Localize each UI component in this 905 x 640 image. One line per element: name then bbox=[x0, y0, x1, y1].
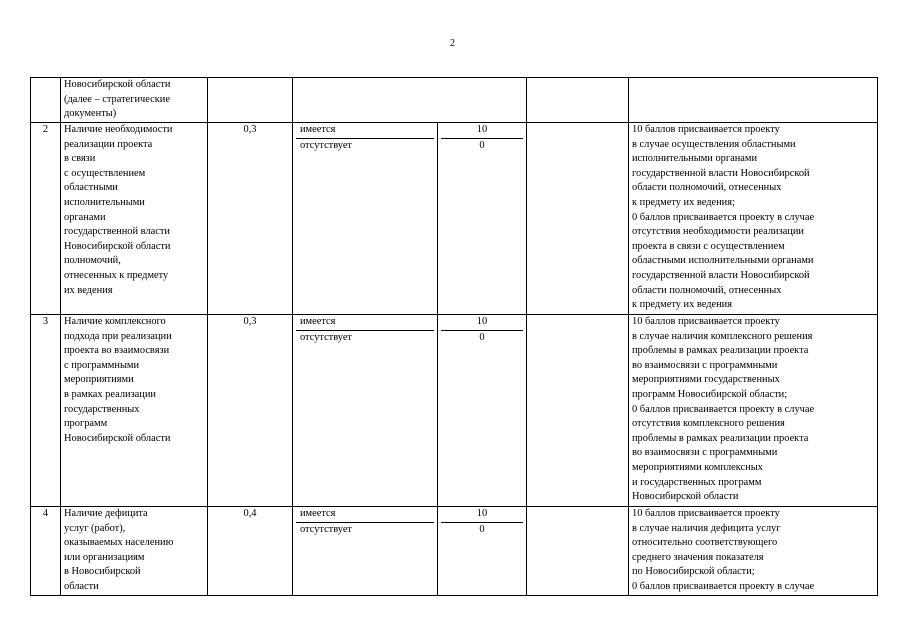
criterion-rule: 10 баллов присваивается проекту в случае наличия комплексного решения проблемы в рамках реализации проекта во взаимосвязи с программными мероприятиями государственных программ Новосибирской области; 0 баллов присваивается проекту в случае отсутствия комплексного решения проблемы в рамках реализации проекта во взаимосвязи с программными мероприятиями комплексных и государственных программ Новосибирской области bbox=[629, 315, 878, 507]
option-labels bbox=[293, 123, 438, 315]
option-score-present: 10 bbox=[441, 123, 523, 139]
option-score-absent: 0 bbox=[479, 139, 485, 151]
option-label-absent: отсутствует bbox=[300, 139, 352, 151]
option-score-present: 10 bbox=[441, 315, 523, 331]
criterion-weight: 0,4 bbox=[208, 507, 293, 596]
criterion-extra bbox=[527, 315, 629, 507]
option-score-absent: 0 bbox=[479, 523, 485, 535]
criterion-options bbox=[293, 78, 527, 123]
option-score-present: 10 bbox=[441, 507, 523, 523]
option-scores bbox=[438, 123, 527, 315]
table-row-continued bbox=[31, 78, 878, 123]
criterion-weight: 0,3 bbox=[208, 123, 293, 315]
option-labels bbox=[293, 315, 438, 507]
criterion-number: 3 bbox=[31, 315, 61, 507]
criterion-rule: 10 баллов присваивается проекту в случае наличия дефицита услуг относительно соответствующего среднего значения показателя по Новосибирской области; 0 баллов присваивается проекту в случае bbox=[629, 507, 878, 596]
table-row bbox=[31, 123, 878, 315]
option-label-absent: отсутствует bbox=[300, 523, 352, 535]
criterion-name: Наличие комплексного подхода при реализации проекта во взаимосвязи с программными мероприятиями в рамках реализации государственных программ Новосибирской области bbox=[61, 315, 208, 507]
option-label-present: имеется bbox=[296, 507, 434, 523]
criteria-table bbox=[30, 77, 878, 596]
criterion-number bbox=[31, 78, 61, 123]
criterion-weight bbox=[208, 78, 293, 123]
table-row bbox=[31, 315, 878, 507]
option-label-absent: отсутствует bbox=[300, 331, 352, 343]
criterion-extra bbox=[527, 123, 629, 315]
criterion-number: 2 bbox=[31, 123, 61, 315]
option-label-present: имеется bbox=[296, 123, 434, 139]
option-label-present: имеется bbox=[296, 315, 434, 331]
option-labels bbox=[293, 507, 438, 596]
criterion-name: Наличие необходимости реализации проекта в связи с осуществлением областными исполнительными органами государственной власти Новосибирской области полномочий, отнесенных к предмету их ведения bbox=[61, 123, 208, 315]
criterion-name: Наличие дефицита услуг (работ), оказываемых населению или организациям в Новосибирской области bbox=[61, 507, 208, 596]
option-score-absent: 0 bbox=[479, 331, 485, 343]
option-scores bbox=[438, 507, 527, 596]
table-row bbox=[31, 507, 878, 596]
criterion-weight: 0,3 bbox=[208, 315, 293, 507]
criterion-name: Новосибирской области (далее – стратегические документы) bbox=[61, 78, 208, 123]
criterion-extra bbox=[527, 507, 629, 596]
criterion-extra bbox=[527, 78, 629, 123]
option-scores bbox=[438, 315, 527, 507]
criterion-rule: 10 баллов присваивается проекту в случае осуществления областными исполнительными органами государственной власти Новосибирской области полномочий, отнесенных к предмету их ведения; 0 баллов присваивается проекту в случае отсутствия необходимости реализации проекта в связи с осуществлением областными исполнительными органами государственной власти Новосибирской области полномочий, отнесенных к предмету их ведения bbox=[629, 123, 878, 315]
page-number: 2 bbox=[450, 38, 455, 49]
criterion-rule bbox=[629, 78, 878, 123]
criterion-number: 4 bbox=[31, 507, 61, 596]
